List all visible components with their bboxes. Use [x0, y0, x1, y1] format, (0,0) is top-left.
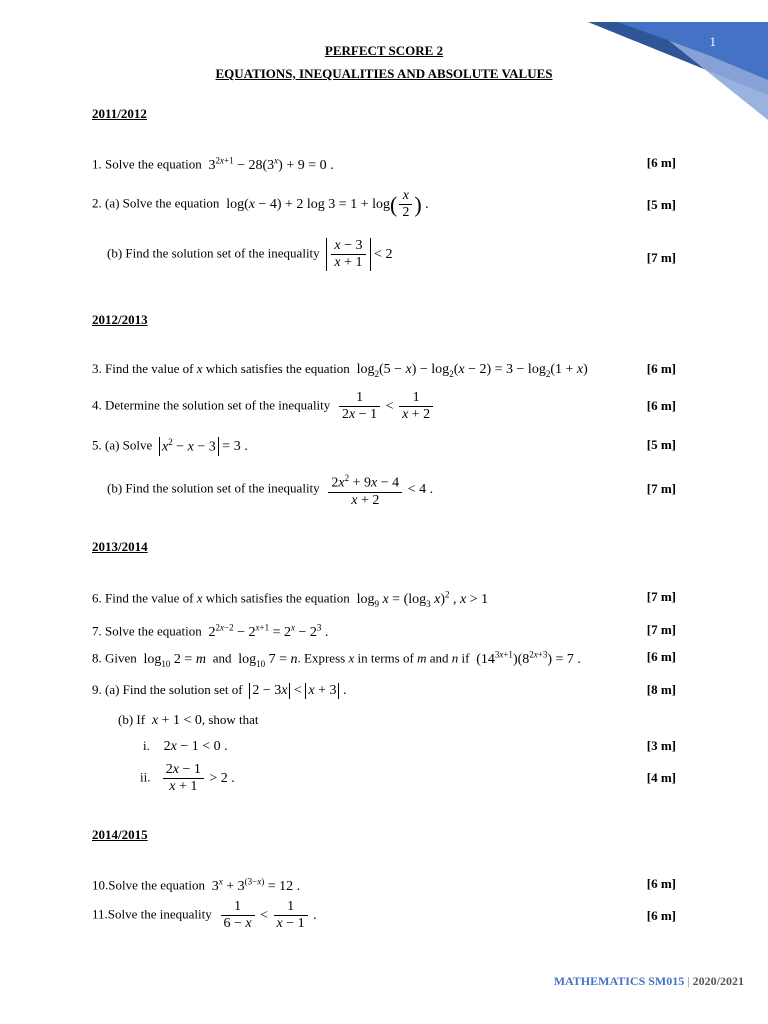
- question-text: and: [212, 650, 232, 666]
- footer-subject: MATHEMATICS SM015: [553, 974, 685, 988]
- question-text: and: [429, 650, 449, 666]
- math-expression: log(x − 4) + 2 log 3 = 1 + log( $\frac{x}{2}$ ) .: [222, 188, 429, 220]
- subquestion-label: i.: [143, 738, 150, 753]
- year-heading: 2014/2015: [92, 827, 148, 842]
- question-9b-ii: [140, 762, 235, 795]
- corner-decoration: [588, 0, 768, 130]
- math-expression: $\log_{10} 7 = n$: [234, 651, 298, 669]
- marks-label: [4 m]: [646, 770, 676, 785]
- math-expression: $\frac{1}{2x - 1}$ < $\frac{1}{x + 2}$: [334, 399, 436, 414]
- math-expression: $3^x + 3^{(3-x)} = 12$ .: [208, 876, 301, 894]
- question-text: 1. Solve the equation: [92, 156, 202, 172]
- question-3: 3. Find the value of x which satisfies the equation $\log_2(5 - x) - \log_2(x - 2) = 3 - \log_2(1 + x)$: [92, 361, 588, 379]
- question-text: . Express: [297, 650, 346, 666]
- math-expression: $\log_{10} 2 = m$: [140, 651, 206, 669]
- math-expression: x + 1 < 0: [151, 713, 202, 728]
- math-expression: $x^2 - x - 3 = 3$ .: [156, 439, 248, 454]
- marks-label: [7 m]: [646, 250, 676, 265]
- question-6: 6. Find the value of x which satisfies the equation $\log_9 x = (\log_3$ x)$^2$ , x > 1: [92, 589, 489, 609]
- question-text: , show that: [201, 712, 259, 727]
- question-7: [92, 622, 328, 641]
- question-text: (b) Find the solution set of the inequality: [107, 480, 320, 496]
- question-9a: [92, 682, 346, 699]
- question-11: [92, 899, 317, 932]
- marks-label: [7 m]: [646, 481, 676, 496]
- year-heading: 2011/2012: [92, 106, 147, 121]
- subquestion-label: ii.: [140, 769, 151, 785]
- math-expression: $\frac{2x^2 + 9x - 4}{x + 2}$ < 4 .: [323, 482, 433, 497]
- marks-label: [8 m]: [646, 682, 676, 697]
- marks-label: [3 m]: [646, 738, 676, 753]
- question-text: in terms of: [357, 650, 414, 666]
- question-text: 3. Find the value of: [92, 361, 194, 376]
- question-2a: [92, 188, 429, 221]
- marks-label: [6 m]: [646, 649, 676, 664]
- year-heading: 2013/2014: [92, 539, 148, 554]
- question-text: 9. (a) Find the solution set of: [92, 682, 243, 697]
- question-9b-i: [143, 738, 228, 755]
- math-expression: $2^{2x-2} - 2^{x+1} = 2^x - 2^3$ .: [205, 622, 329, 640]
- page-subtitle: EQUATIONS, INEQUALITIES AND ABSOLUTE VALUES: [215, 66, 553, 81]
- question-text: 6. Find the value of: [92, 590, 194, 606]
- marks-label: [6 m]: [646, 361, 676, 376]
- question-9b: [118, 712, 259, 729]
- question-text: 2. (a) Solve the equation: [92, 195, 220, 211]
- marks-label: [6 m]: [646, 155, 676, 170]
- question-5b: [107, 470, 433, 509]
- question-text: 11.Solve the inequality: [92, 906, 212, 922]
- math-expression: 2x − 1 < 0 .: [153, 739, 228, 754]
- question-text: (b) If: [118, 712, 146, 727]
- question-text: which satisfies the equation: [205, 590, 350, 606]
- marks-label: [5 m]: [646, 197, 676, 212]
- question-text: 5. (a) Solve: [92, 437, 153, 453]
- question-10: [92, 876, 300, 895]
- question-2b: [107, 238, 392, 271]
- page-footer: [554, 974, 744, 989]
- math-expression: $\frac{1}{6 - x}$ < $\frac{1}{x - 1}$ .: [215, 908, 317, 923]
- question-1: [92, 155, 334, 174]
- question-text: 10.Solve the equation: [92, 877, 206, 893]
- marks-label: [6 m]: [646, 398, 676, 413]
- math-expression: $\frac{2x - 1}{x + 1}$ > 2 .: [154, 771, 235, 786]
- footer-separator: |: [687, 974, 690, 988]
- question-4: [92, 390, 435, 423]
- math-expression: $\log_9 x = (\log_3$ x)$^2$ , x > 1: [353, 589, 489, 609]
- math-expression: $(14^{3x+1})(8^{2x+3}) = 7$ .: [472, 649, 581, 667]
- question-text: 8. Given: [92, 650, 137, 666]
- page-number: 1: [709, 34, 716, 49]
- math-expression: $\frac{x - 3}{x + 1}$ < 2: [323, 247, 393, 262]
- question-text: 4. Determine the solution set of the inequality: [92, 397, 331, 413]
- question-text: 7. Solve the equation: [92, 623, 202, 639]
- marks-label: [5 m]: [646, 437, 676, 452]
- footer-year: 2020/2021: [692, 974, 744, 988]
- question-text: if: [461, 650, 470, 666]
- marks-label: [6 m]: [646, 876, 676, 891]
- question-5a: [92, 437, 248, 456]
- marks-label: [7 m]: [646, 589, 676, 604]
- page-title: PERFECT SCORE 2: [324, 43, 444, 58]
- question-text: which satisfies the equation: [205, 361, 350, 376]
- question-8: 8. Given $\log_{10} 2 = m$ and $\log_{10} 7 = n$. Express x in terms of m and n if $(14^{3x+1})(8^{2x+3}) = 7$ .: [92, 649, 581, 669]
- math-expression: $\log_2(5 - x) - \log_2(x - 2) = 3 - \log_2(1 + x)$: [353, 362, 588, 379]
- marks-label: [7 m]: [646, 622, 676, 637]
- question-text: (b) Find the solution set of the inequality: [107, 245, 320, 261]
- marks-label: [6 m]: [646, 908, 676, 923]
- math-expression: 2 − 3x < x + 3 .: [246, 683, 347, 698]
- math-expression: $3^{2x+1} - 28(3^x) + 9 = 0$ .: [205, 155, 334, 173]
- year-heading: 2012/2013: [92, 312, 148, 327]
